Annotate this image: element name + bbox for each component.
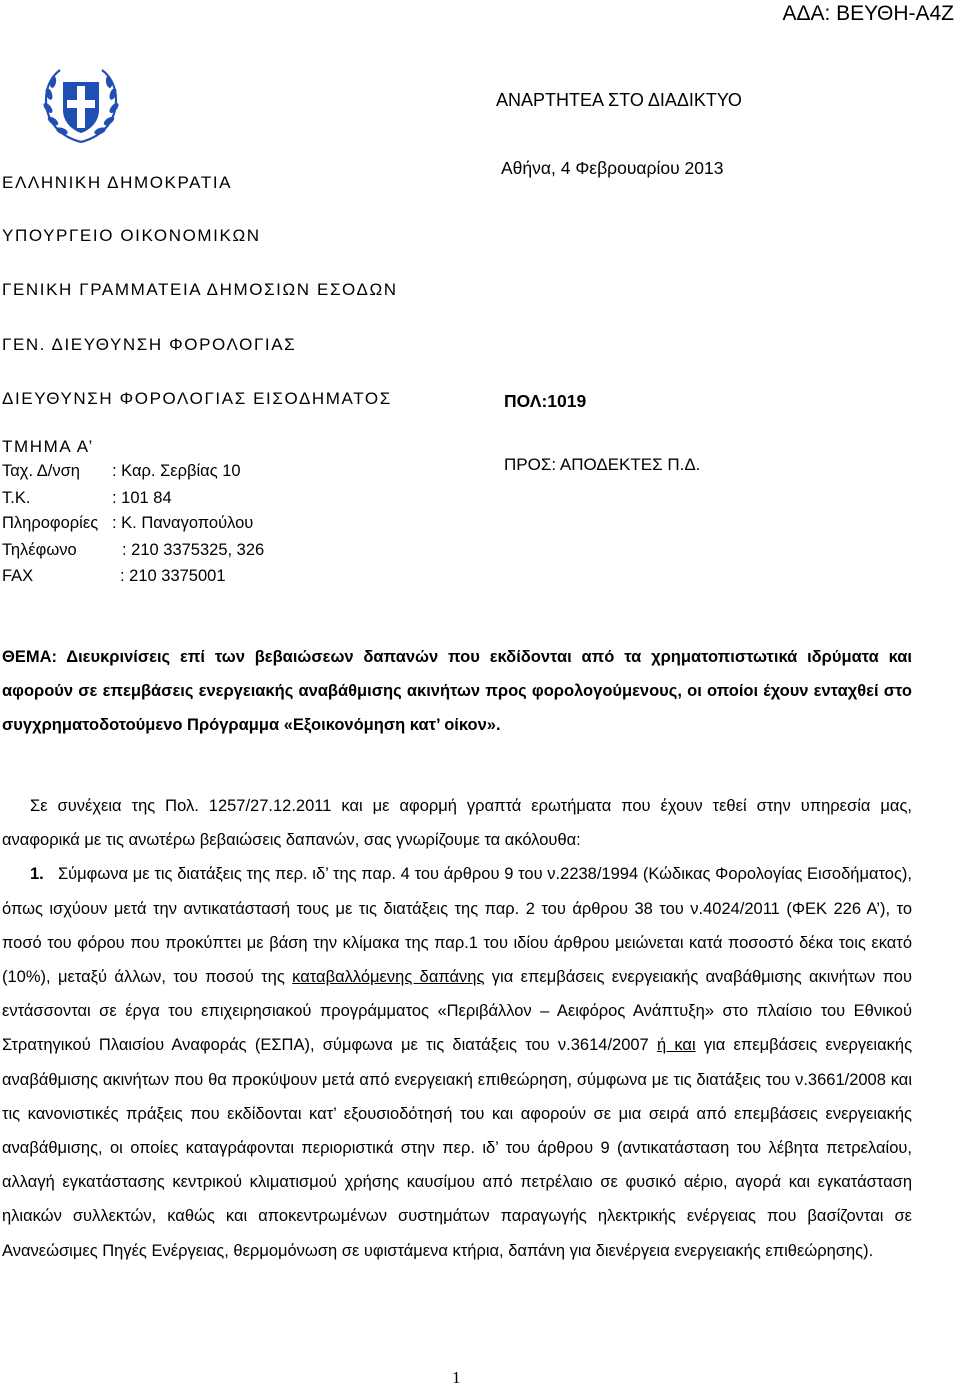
item-underlined-1: καταβαλλόμενης δαπάνης bbox=[292, 968, 485, 987]
item-number: 1. bbox=[30, 865, 44, 884]
intro-paragraph: Σε συνέχεια της Πολ. 1257/27.12.2011 και με αφορμή γραπτά ερωτήματα που έχουν τεθεί στην υπηρεσία μας, αναφορικά με τις ανωτέρω βεβαιώσεις δαπανών, σας γνωρίζουμε τα ακόλουθα: bbox=[2, 797, 912, 850]
header-general-directorate: ΓΕΝ. ΔΙΕΥΘΥΝΣΗ ΦΟΡΟΛΟΓΙΑΣ bbox=[2, 335, 297, 354]
info-label: Πληροφορίες bbox=[2, 514, 99, 532]
fax-label: FAX bbox=[2, 567, 34, 585]
item-underlined-2: ή και bbox=[656, 1036, 696, 1055]
document-body bbox=[2, 789, 912, 1268]
circular-number: ΠΟΛ:1019 bbox=[504, 391, 587, 411]
document-subject: ΘΕΜΑ: Διευκρινίσεις επί των βεβαιώσεων δαπανών που εκδίδονται από τα χρηματοπιστωτικά ιδρύματα και αφορούν σε επεμβάσεις ενεργειακής αναβάθμισης ακινήτων προς φορολογούμενους, οι οποίοι έχουν ενταχθεί στο συγχρηματοδοτούμενο Πρόγραμμα «Εξοικονόμηση κατ’ οίκον». bbox=[2, 648, 912, 734]
contact-postcode bbox=[2, 489, 172, 508]
contact-phone bbox=[2, 541, 264, 560]
info-value: : Κ. Παναγοπούλου bbox=[112, 514, 254, 532]
publication-note: ΑΝΑΡΤΗΤΕΑ ΣΤΟ ΔΙΑΔΙΚΤΥΟ bbox=[496, 90, 742, 110]
address-value: : Καρ. Σερβίας 10 bbox=[112, 462, 241, 480]
header-secretariat: ΓΕΝΙΚΗ ΓΡΑΜΜΑΤΕΙΑ ΔΗΜΟΣΙΩΝ ΕΣΟΔΩΝ bbox=[2, 280, 398, 299]
item-text-1: Σύμφωνα με τις διατάξεις της περ. ιδ’ της παρ. 4 του άρθρου 9 του ν.2238/1994 (Κώδικας Φορολογίας Εισοδήματος), όπως ισχύουν μετά την αντικατάστασή τους με τις διατάξεις της παρ. 2 του άρθρου 38 του ν.4024/2011 (ΦΕΚ 226 Α’), το ποσό του φόρου που προκύπτει με βάση την κλίμακα της παρ.1 του ιδίου άρθρου μειώνεται κατά ποσοστό δέκα τοις εκατό (10%), μεταξύ άλλων, του ποσού της bbox=[2, 865, 912, 987]
header-ministry: ΥΠΟΥΡΓΕΙΟ ΟΙΚΟΝΟΜΙΚΩΝ bbox=[2, 226, 261, 245]
phone-label: Τηλέφωνο bbox=[2, 541, 77, 559]
item-paragraph bbox=[2, 857, 912, 1267]
recipient: ΠΡΟΣ: ΑΠΟΔΕΚΤΕΣ Π.Δ. bbox=[504, 455, 701, 474]
header-republic: ΕΛΛΗΝΙΚΗ ΔΗΜΟΚΡΑΤΙΑ bbox=[2, 173, 233, 192]
item-text-2: για επεμβάσεις ενεργειακής αναβάθμισης ακινήτων που εντάσσονται σε έργα του επιχειρησιακού προγράμματος «Περιβάλλον – Αειφόρος Ανάπτυξη» στο πλαίσιο του Εθνικού Στρατηγικού Πλαισίου Αναφοράς (ΕΣΠΑ), σύμφωνα με τις διατάξεις του ν.3614/2007 bbox=[2, 968, 913, 1055]
header-department: ΤΜΗΜΑ Α’ bbox=[2, 437, 94, 456]
page-number: 1 bbox=[452, 1368, 461, 1387]
phone-value: : 210 3375325, 326 bbox=[122, 541, 265, 559]
document-date: Αθήνα, 4 Φεβρουαρίου 2013 bbox=[501, 158, 724, 178]
greek-emblem-icon bbox=[40, 64, 122, 151]
ada-code: ΑΔΑ: ΒΕΥΘΗ-Α4Ζ bbox=[782, 2, 954, 25]
address-label: Ταχ. Δ/νση bbox=[2, 462, 80, 480]
header-directorate: ΔΙΕΥΘΥΝΣΗ ΦΟΡΟΛΟΓΙΑΣ ΕΙΣΟΔΗΜΑΤΟΣ bbox=[2, 389, 392, 408]
contact-info bbox=[2, 514, 253, 533]
contact-address bbox=[2, 462, 241, 481]
item-text-3: για επεμβάσεις ενεργειακής αναβάθμισης ακινήτων που θα προκύψουν μετά από ενεργειακή επιθεώρηση, σύμφωνα με τις διατάξεις του ν.3661/2008 και τις κανονιστικές πράξεις που εκδίδονται κατ’ εξουσιοδότησή του και αφορούν σε μια σειρά από επεμβάσεις ενεργειακής αναβάθμισης, οι οποίες καταγράφονται περιοριστικά στην περ. ιδ’ του άρθρου 9 (αντικατάσταση του λέβητα πετρελαίου, αλλαγή εγκατάστασης κεντρικού κλιματισμού χρήσης καυσίμου από πετρέλαιο σε φυσικό αέριο, αγορά και εγκατάσταση ηλιακών συλλεκτών, καθώς και αποκεντρωμένων συστημάτων παραγωγής ηλεκτρικής ενέργειας που βασίζονται σε Ανανεώσιμες Πηγές Ενέργειας, θερμομόνωση σε υφιστάμενα κτήρια, δαπάνη για διενέργεια ενεργειακής επιθεώρησης). bbox=[2, 1036, 913, 1260]
contact-fax bbox=[2, 567, 226, 586]
postcode-label: Τ.Κ. bbox=[2, 489, 31, 507]
postcode-value: : 101 84 bbox=[112, 489, 172, 507]
fax-value: : 210 3375001 bbox=[120, 567, 226, 585]
